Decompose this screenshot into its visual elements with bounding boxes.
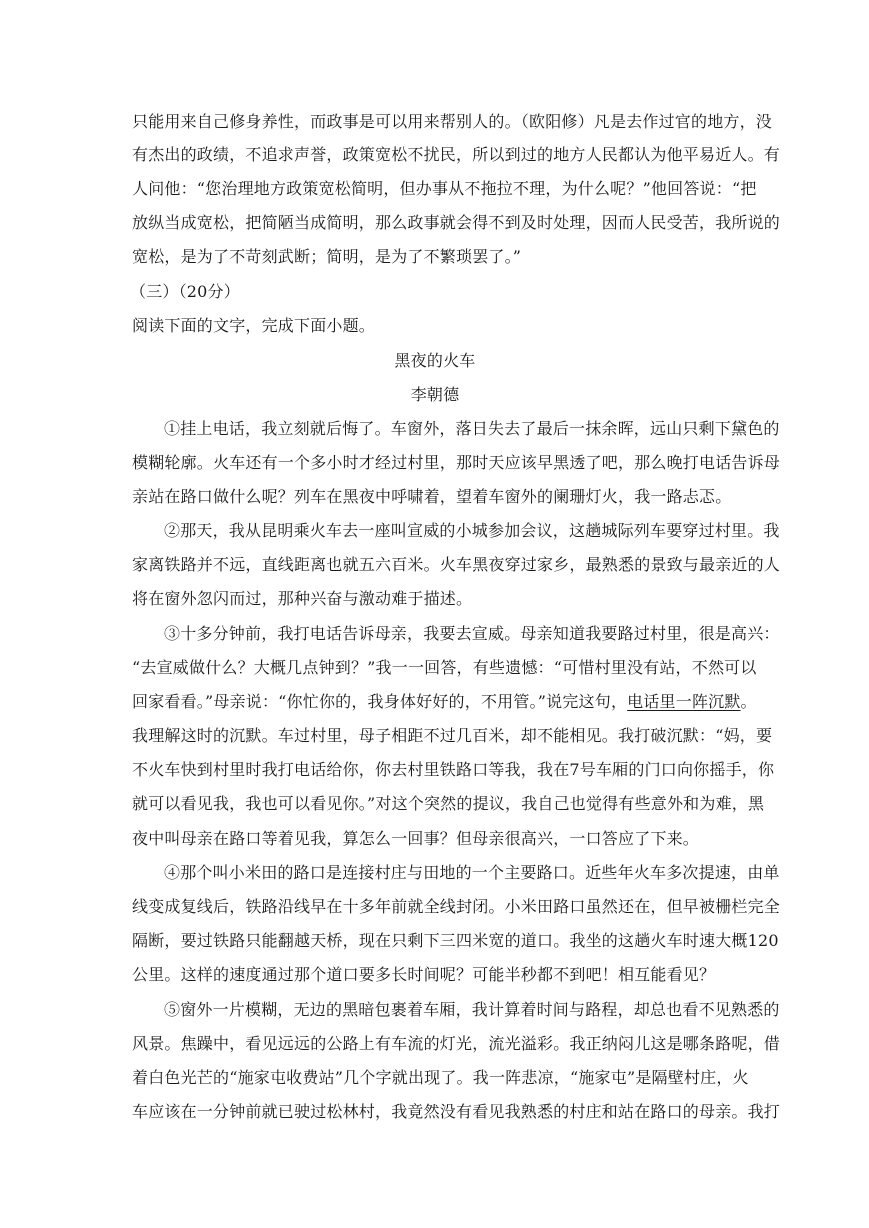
paragraph-3-text: 。 — [740, 692, 757, 711]
paragraph-1-line: 模糊轮廓。火车还有一个多小时才经过村里，那时天应该早黑透了吧，那么晚打电话告诉母 — [132, 453, 781, 472]
paragraph-2-line: 家离铁路并不远，直线距离也就五六百米。火车黑夜穿过家乡，最熟悉的景致与最亲近的人 — [132, 555, 781, 574]
preceding-paragraph-line: 放纵当成宽松，把简陋当成简明，那么政事就会得不到及时处理，因而人民受苦，我所说的 — [132, 213, 781, 232]
underlined-phrase: 电话里一阵沉默 — [627, 692, 741, 711]
paragraph-2-line: 将在窗外忽闪而过，那种兴奋与激动难于描述。 — [132, 589, 473, 608]
paragraph-5-line: ⑤窗外一片模糊，无边的黑暗包裹着车厢，我计算着时间与路程，却总也看不见熟悉的 — [164, 1000, 780, 1019]
preceding-paragraph-line: 人问他：“您治理地方政策宽松简明，但办事从不拖拉不理，为什么呢？”他回答说：“把 — [132, 179, 757, 198]
paragraph-1-line: 亲站在路口做什么呢？列车在黑夜中呼啸着，望着车窗外的阑珊灯火，我一路忐忑。 — [132, 487, 732, 506]
paragraph-3-line: 不火车快到村里时我打电话给你，你去村里铁路口等我，我在7号车厢的门口向你摇手，你 — [132, 760, 775, 779]
paragraph-3-line: 就可以看见我，我也可以看见你。”对这个突然的提议，我自己也觉得有些意外和为难，黑 — [132, 794, 765, 813]
paragraph-1-line: ①挂上电话，我立刻就后悔了。车窗外，落日失去了最后一抹余晖，远山只剩下黛色的 — [164, 419, 780, 438]
paragraph-3-line: ③十多分钟前，我打电话告诉母亲，我要去宣威。母亲知道我要路过村里，很是高兴： — [164, 624, 780, 643]
paragraph-2-line: ②那天，我从昆明乘火车去一座叫宣威的小城参加会议，这趟城际列车要穿过村里。我 — [164, 521, 780, 540]
instruction-text: 阅读下面的文字，完成下面小题。 — [132, 316, 376, 335]
paragraph-3-line-with-underline — [132, 692, 757, 712]
paragraph-4-line: ④那个叫小米田的路口是连接村庄与田地的一个主要路口。近些年火车多次提速，由单 — [164, 863, 780, 882]
paragraph-3-line: “去宣威做什么？大概几点钟到？”我一一回答，有些遗憾：“可惜村里没有站，不然可以 — [132, 658, 757, 677]
paragraph-4-line: 隔断，要过铁路只能翻越天桥，现在只剩下三四米宽的道口。我坐的这趟火车时速大概120 — [132, 931, 779, 950]
paragraph-4-line: 线变成复线后，铁路沿线早在十多年前就全线封闭。小米田路口虽然还在，但早被栅栏完全 — [132, 897, 781, 916]
article-title: 黑夜的火车 — [394, 351, 476, 370]
paragraph-3-line: 夜中叫母亲在路口等着见我，算怎么一回事？但母亲很高兴，一口答应了下来。 — [132, 829, 700, 848]
section-heading: （三）（20分） — [130, 282, 240, 301]
article-author: 李朝德 — [410, 385, 460, 404]
paragraph-5-line: 车应该在一分钟前就已驶过松林村，我竟然没有看见我熟悉的村庄和站在路口的母亲。我打 — [132, 1102, 781, 1121]
preceding-paragraph-line: 只能用来自己修身养性，而政事是可以用来帮别人的。（欧阳修）凡是去作过官的地方，没 — [132, 112, 773, 131]
paragraph-5-line: 风景。焦躁中，看见远远的公路上有车流的灯光，流光溢彩。我正纳闷儿这是哪条路呢，借 — [132, 1034, 781, 1053]
paragraph-3-text: 回家看看。”母亲说：“你忙你的，我身体好好的，不用管。”说完这句， — [132, 692, 628, 711]
paragraph-5-line: 着白色光芒的“施家屯收费站”几个字就出现了。我一阵悲凉，“施家屯”是隔壁村庄，火 — [132, 1068, 749, 1087]
preceding-paragraph-line: 宽松，是为了不苛刻武断；简明，是为了不繁琐罢了。” — [132, 247, 522, 266]
paragraph-4-line: 公里。这样的速度通过那个道口要多长时间呢？可能半秒都不到吧！相互能看见？ — [132, 965, 716, 984]
paragraph-3-line: 我理解这时的沉默。车过村里，母子相距不过几百米，却不能相见。我打破沉默：“妈，要 — [132, 726, 773, 745]
preceding-paragraph-line: 有杰出的政绩，不追求声誉，政策宽松不扰民，所以到过的地方人民都认为他平易近人。有 — [132, 145, 781, 164]
